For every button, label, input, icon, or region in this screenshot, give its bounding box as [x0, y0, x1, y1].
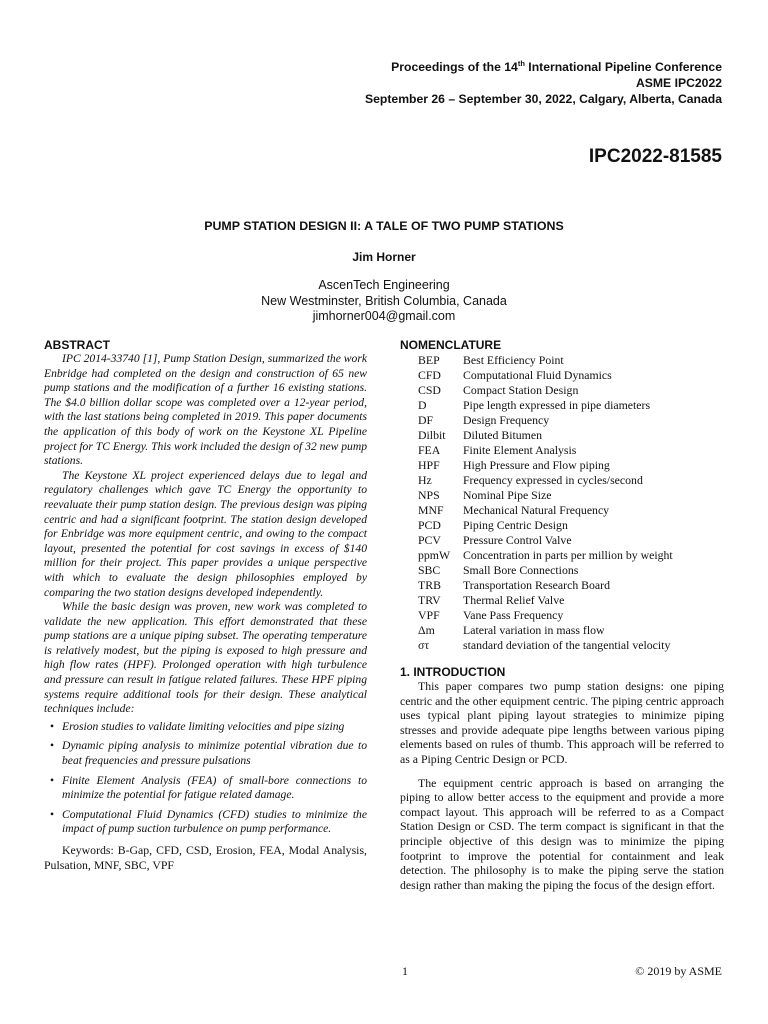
nomenclature-def: Mechanical Natural Frequency [463, 503, 610, 517]
nomenclature-abbr: VPF [418, 608, 440, 622]
table-row [418, 443, 673, 458]
nomenclature-abbr: CFD [418, 368, 441, 382]
nomenclature-abbr: TRV [418, 593, 441, 607]
nomenclature-abbr: Dilbit [418, 428, 446, 442]
proceedings-pre: Proceedings of the 14 [391, 60, 518, 74]
abstract-paragraph: While the basic design was proven, new work was completed to validate the new application. This effort demonstrated that these pump stations are a unique piping subset. The operating temperature is relatively modest, but the piping is exposed to high pressure and high flow rates (HPF). Prolonged operation with high turbulence and pressure can result in fatigue related failures. These HPF piping systems require additional tools for their design. These analytical techniques include: [44, 600, 367, 716]
list-item [44, 739, 367, 768]
table-row [418, 413, 673, 428]
nomenclature-def: Pipe length expressed in pipe diameters [463, 398, 651, 412]
table-row [418, 638, 673, 653]
table-row [418, 593, 673, 608]
nomenclature-def: Pressure Control Valve [463, 533, 572, 547]
nomenclature-def: Piping Centric Design [463, 518, 568, 532]
table-row [418, 608, 673, 623]
bullet-glyph: • [50, 719, 55, 733]
list-item [44, 774, 367, 803]
nomenclature-def: Compact Station Design [463, 383, 579, 397]
nomenclature-table [418, 353, 673, 653]
table-row [418, 398, 673, 413]
list-item [44, 808, 367, 837]
table-row [418, 353, 673, 368]
table-row [418, 428, 673, 443]
table-row [418, 458, 673, 473]
page-number: 1 [402, 964, 408, 978]
list-item-text: Dynamic piping analysis to minimize potential vibration due to beat frequencies and pressure pulsations [62, 739, 367, 768]
nomenclature-def: Small Bore Connections [463, 563, 579, 577]
right-column [400, 338, 724, 892]
nomenclature-heading: NOMENCLATURE [400, 338, 502, 352]
nomenclature-abbr: BEP [418, 353, 440, 367]
author-organization: AscenTech Engineering [318, 278, 450, 292]
introduction-paragraph: The equipment centric approach is based on arranging the piping to allow better access to the equipment and provide a more compact layout. This approach will be referred to as a Compact Station Design or CSD. The term compact is significant in that the principle objective of this design was to minimize the piping footprint to improve the potential for containment and leak detection. The philosophy is to make the piping serve the station design rather than making the piping the focus of the design effort. [400, 775, 724, 892]
table-row [418, 368, 673, 383]
list-item [44, 720, 367, 735]
table-row [418, 473, 673, 488]
nomenclature-abbr: PCV [418, 533, 441, 547]
nomenclature-def: standard deviation of the tangential velocity [463, 638, 671, 652]
conference-name: ASME IPC2022 [635, 76, 722, 90]
nomenclature-def: Computational Fluid Dynamics [463, 368, 612, 382]
introduction-paragraph: This paper compares two pump station designs: one piping centric and the other equipment centric. The piping centric approach uses typical plant piping layout strategies to minimize piping stresses and provide adequate pipe lengths between various piping elements based on rules of thumb. This approach will be referred to as a Piping Centric Design or PCD. [400, 679, 724, 766]
nomenclature-abbr: Hz [418, 473, 432, 487]
author-name: Jim Horner [352, 250, 416, 264]
abstract-heading: ABSTRACT [44, 338, 110, 352]
nomenclature-abbr: ppmW [418, 548, 451, 562]
bullet-glyph: • [50, 739, 55, 753]
bullet-glyph: • [50, 807, 55, 821]
nomenclature-def: Vane Pass Frequency [463, 608, 564, 622]
proceedings-line [391, 60, 722, 76]
list-item-text: Finite Element Analysis (FEA) of small-bore connections to minimize the potential for fatigue related damage. [62, 773, 367, 802]
nomenclature-abbr: CSD [418, 383, 441, 397]
keywords: Keywords: B-Gap, CFD, CSD, Erosion, FEA, Modal Analysis, Pulsation, MNF, SBC, VPF [44, 843, 367, 872]
nomenclature-def: Frequency expressed in cycles/second [463, 473, 643, 487]
table-row [418, 623, 673, 638]
nomenclature-def: Diluted Bitumen [463, 428, 542, 442]
nomenclature-abbr: NPS [418, 488, 440, 502]
nomenclature-abbr: MNF [418, 503, 444, 517]
copyright-notice: © 2019 by ASME [635, 964, 722, 978]
table-row [418, 563, 673, 578]
bullet-glyph: • [50, 773, 55, 787]
nomenclature-def: Lateral variation in mass flow [463, 623, 605, 637]
list-item-text: Erosion studies to validate limiting velocities and pipe sizing [62, 719, 345, 733]
paper-title: PUMP STATION DESIGN II: A TALE OF TWO PUMP STATIONS [204, 219, 564, 233]
nomenclature-abbr: SBC [418, 563, 441, 577]
author-email[interactable]: jimhorner004@gmail.com [312, 309, 456, 323]
nomenclature-abbr: TRB [418, 578, 441, 592]
nomenclature-abbr: Δm [418, 623, 435, 637]
table-row [418, 578, 673, 593]
table-row [418, 533, 673, 548]
nomenclature-abbr: HPF [418, 458, 440, 472]
nomenclature-abbr: DF [418, 413, 434, 427]
nomenclature-def: High Pressure and Flow piping [463, 458, 610, 472]
conference-dates-location: September 26 – September 30, 2022, Calgary, Alberta, Canada [365, 92, 722, 106]
nomenclature-def: Finite Element Analysis [463, 443, 577, 457]
paper-id: IPC2022-81585 [588, 146, 722, 167]
table-row [418, 383, 673, 398]
nomenclature-def: Nominal Pipe Size [463, 488, 552, 502]
nomenclature-abbr: στ [418, 638, 430, 652]
author-location: New Westminster, British Columbia, Canada [261, 294, 507, 308]
proceedings-sup: th [517, 58, 525, 68]
nomenclature-def: Concentration in parts per million by weight [463, 548, 673, 562]
list-item-text: Computational Fluid Dynamics (CFD) studies to minimize the impact of pump suction turbulence on pump performance. [62, 807, 367, 836]
nomenclature-abbr: PCD [418, 518, 441, 532]
nomenclature-def: Design Frequency [463, 413, 550, 427]
proceedings-post: International Pipeline Conference [524, 60, 722, 74]
introduction-heading: 1. INTRODUCTION [400, 665, 506, 679]
table-row [418, 488, 673, 503]
table-row [418, 503, 673, 518]
nomenclature-abbr: D [418, 398, 427, 412]
abstract-paragraph: The Keystone XL project experienced delays due to legal and regulatory challenges which gave TC Energy the opportunity to reevaluate their pump station design. The previous design was piping centric and had a significant footprint. The station design developed for Enbridge was more equipment centric, and owing to the compact layout, presented the potential for cost savings in excess of $140 million for their project. This paper provides a unique perspective with which to evaluate the design philosophies employed by comparing the two station designs developed independently. [44, 468, 367, 599]
nomenclature-def: Transportation Research Board [463, 578, 610, 592]
nomenclature-abbr: FEA [418, 443, 441, 457]
nomenclature-def: Thermal Relief Valve [463, 593, 565, 607]
table-row [418, 548, 673, 563]
nomenclature-def: Best Efficiency Point [463, 353, 564, 367]
left-column [44, 338, 367, 873]
analysis-techniques-list [44, 720, 367, 837]
abstract-paragraph: IPC 2014-33740 [1], Pump Station Design, summarized the work Enbridge had completed on the design and construction of 65 new pump stations and the modification of a further 16 existing stations. The $4.0 billion dollar scope was completed over a 12-year period, with the last stations being completed in 2019. This paper documents the application of this body of work on the Keystone XL Pipeline project for TC Energy. This work included the design of 32 new pump stations. [44, 352, 367, 468]
table-row [418, 518, 673, 533]
